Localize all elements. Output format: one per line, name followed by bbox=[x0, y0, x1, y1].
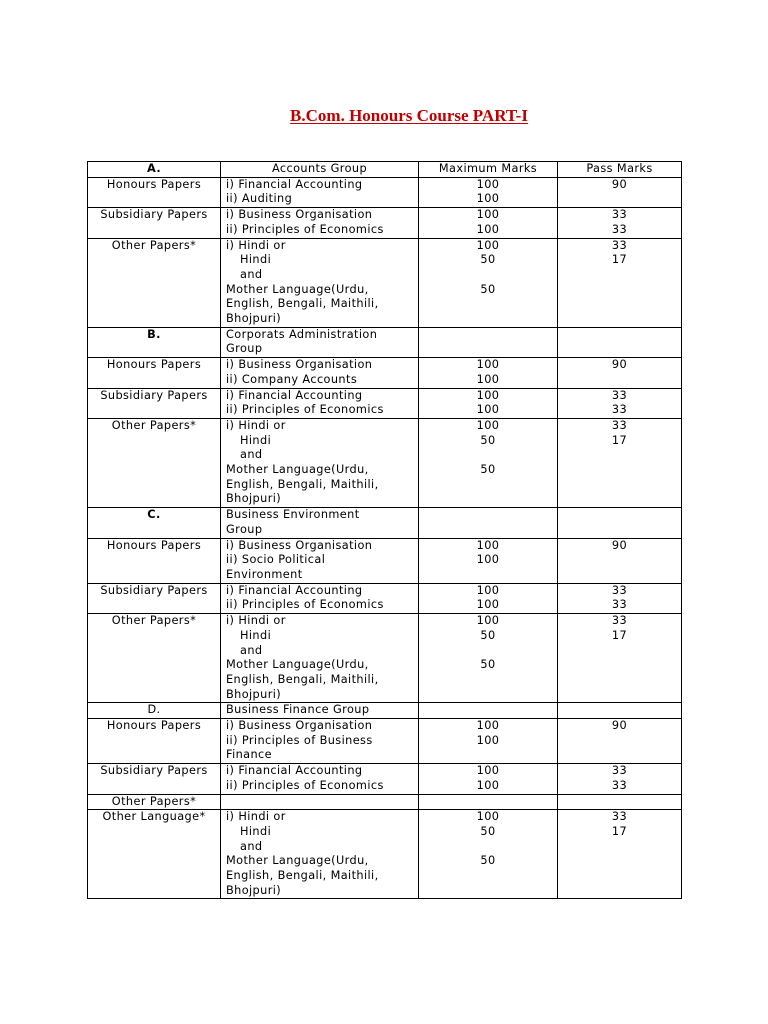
row-max-marks-line: 100 bbox=[476, 538, 500, 552]
row-papers bbox=[221, 508, 419, 538]
row-papers-line: and bbox=[240, 839, 263, 853]
row-max-marks-line: 50 bbox=[480, 282, 496, 296]
row-papers-line: ii) Auditing bbox=[226, 192, 293, 206]
row-papers-line: Group bbox=[226, 342, 263, 356]
row-category-line: Subsidiary Papers bbox=[100, 583, 208, 597]
row-max-marks-line: 100 bbox=[476, 778, 500, 792]
row-pass-marks bbox=[558, 538, 682, 583]
row-max-marks-line bbox=[424, 448, 552, 463]
row-max-marks-line bbox=[424, 268, 552, 283]
row-category bbox=[88, 719, 221, 764]
row-max-marks bbox=[419, 719, 558, 764]
row-papers bbox=[221, 538, 419, 583]
row-papers-line: i) Hindi or bbox=[226, 810, 286, 824]
row-max-marks-line: 50 bbox=[480, 433, 496, 447]
row-papers-line: i) Business Organisation bbox=[226, 719, 373, 733]
row-max-marks-line: 100 bbox=[476, 192, 500, 206]
row-max-marks bbox=[419, 508, 558, 538]
row-max-marks-line: 100 bbox=[476, 418, 500, 432]
row-papers-line: ii) Principles of Business bbox=[226, 733, 373, 747]
row-max-marks-line bbox=[424, 644, 552, 659]
row-papers-line: Mother Language(Urdu, bbox=[226, 658, 369, 672]
table-row bbox=[88, 388, 682, 418]
row-pass-marks bbox=[558, 388, 682, 418]
row-pass-marks-line: 33 bbox=[611, 614, 628, 628]
row-category bbox=[88, 418, 221, 507]
row-pass-marks bbox=[558, 208, 682, 238]
table-row bbox=[88, 719, 682, 764]
row-papers-line: and bbox=[240, 643, 263, 657]
row-papers-line: Environment bbox=[226, 567, 303, 581]
row-max-marks bbox=[419, 177, 558, 207]
empty-cell bbox=[563, 328, 676, 343]
row-papers bbox=[221, 719, 419, 764]
row-max-marks-line: 100 bbox=[476, 403, 500, 417]
row-papers bbox=[221, 418, 419, 507]
row-category-line: D. bbox=[147, 703, 161, 717]
row-category bbox=[88, 810, 221, 899]
row-category-line: Other Papers* bbox=[111, 614, 197, 628]
row-category-line: C. bbox=[147, 508, 161, 522]
row-papers bbox=[221, 764, 419, 794]
row-papers-line: ii) Socio Political bbox=[226, 553, 326, 567]
row-max-marks-line: 50 bbox=[480, 824, 496, 838]
row-papers-line: ii) Company Accounts bbox=[226, 372, 358, 386]
row-papers-line: i) Business Organisation bbox=[226, 358, 373, 372]
row-max-marks-line: 100 bbox=[476, 553, 500, 567]
row-category-line: Subsidiary Papers bbox=[100, 208, 208, 222]
row-papers-line: Finance bbox=[226, 748, 273, 762]
row-max-marks-line bbox=[424, 840, 552, 855]
row-pass-marks-line: 33 bbox=[611, 208, 628, 222]
row-papers-line: Hindi bbox=[240, 433, 272, 447]
row-pass-marks bbox=[558, 327, 682, 357]
row-category bbox=[88, 764, 221, 794]
row-max-marks-line: 100 bbox=[476, 177, 500, 191]
row-max-marks-line: 100 bbox=[476, 719, 500, 733]
table-row bbox=[88, 358, 682, 388]
row-category bbox=[88, 388, 221, 418]
row-papers-line: Mother Language(Urdu, bbox=[226, 463, 369, 477]
row-category-line: Honours Papers bbox=[106, 177, 202, 191]
row-category bbox=[88, 614, 221, 703]
row-category bbox=[88, 703, 221, 719]
empty-cell bbox=[563, 508, 676, 523]
row-pass-marks bbox=[558, 508, 682, 538]
row-pass-marks-line: 90 bbox=[611, 177, 628, 191]
table-row bbox=[88, 794, 682, 810]
row-papers bbox=[221, 358, 419, 388]
row-pass-marks-line: 17 bbox=[611, 253, 628, 267]
row-max-marks-line: 100 bbox=[476, 810, 500, 824]
row-category-line: Other Papers* bbox=[111, 418, 197, 432]
table-row bbox=[88, 418, 682, 507]
row-pass-marks-line: 17 bbox=[611, 628, 628, 642]
header-group-name: Accounts Group bbox=[221, 162, 419, 178]
row-papers-line: Mother Language(Urdu, bbox=[226, 282, 369, 296]
row-max-marks-line: 100 bbox=[476, 388, 500, 402]
row-max-marks bbox=[419, 794, 558, 810]
row-max-marks-line: 100 bbox=[476, 238, 500, 252]
table-row bbox=[88, 238, 682, 327]
row-pass-marks bbox=[558, 719, 682, 764]
empty-cell bbox=[226, 795, 413, 810]
row-papers-line: Business Environment bbox=[226, 508, 360, 522]
row-papers-line: Group bbox=[226, 522, 263, 536]
row-max-marks bbox=[419, 538, 558, 583]
row-category bbox=[88, 583, 221, 613]
row-max-marks bbox=[419, 327, 558, 357]
row-papers-line: i) Financial Accounting bbox=[226, 388, 363, 402]
row-pass-marks-line: 33 bbox=[611, 418, 628, 432]
table-row bbox=[88, 583, 682, 613]
table-row bbox=[88, 703, 682, 719]
row-max-marks bbox=[419, 358, 558, 388]
row-papers bbox=[221, 177, 419, 207]
row-papers-line: Bhojpuri) bbox=[226, 687, 282, 701]
row-papers-line: i) Financial Accounting bbox=[226, 177, 363, 191]
header-section-label: A. bbox=[88, 162, 221, 178]
table-row bbox=[88, 177, 682, 207]
row-pass-marks bbox=[558, 238, 682, 327]
table-header-row bbox=[88, 162, 682, 178]
table-row bbox=[88, 538, 682, 583]
row-max-marks-line: 50 bbox=[480, 628, 496, 642]
row-pass-marks-line: 90 bbox=[611, 719, 628, 733]
row-papers bbox=[221, 238, 419, 327]
row-papers bbox=[221, 388, 419, 418]
row-pass-marks-line: 33 bbox=[611, 222, 628, 236]
empty-cell bbox=[424, 795, 552, 810]
empty-cell bbox=[424, 508, 552, 523]
table-row bbox=[88, 327, 682, 357]
row-max-marks-line: 100 bbox=[476, 733, 500, 747]
row-max-marks-line: 100 bbox=[476, 614, 500, 628]
row-max-marks-line: 100 bbox=[476, 222, 500, 236]
row-pass-marks bbox=[558, 177, 682, 207]
empty-cell bbox=[424, 328, 552, 343]
row-papers bbox=[221, 208, 419, 238]
row-max-marks-line: 50 bbox=[480, 253, 496, 267]
row-papers-line: ii) Principles of Economics bbox=[226, 598, 384, 612]
row-pass-marks bbox=[558, 583, 682, 613]
row-papers-line: English, Bengali, Maithili, bbox=[226, 297, 379, 311]
row-category-line: Honours Papers bbox=[106, 719, 202, 733]
row-papers-line: i) Financial Accounting bbox=[226, 583, 363, 597]
table-row bbox=[88, 810, 682, 899]
row-category-line: Other Language* bbox=[102, 810, 206, 824]
row-max-marks bbox=[419, 208, 558, 238]
row-category-line: Other Papers* bbox=[111, 794, 197, 808]
row-category bbox=[88, 177, 221, 207]
row-papers-line: Hindi bbox=[240, 824, 272, 838]
row-category bbox=[88, 238, 221, 327]
row-pass-marks bbox=[558, 794, 682, 810]
row-papers-line: Bhojpuri) bbox=[226, 312, 282, 326]
row-papers-line: Hindi bbox=[240, 253, 272, 267]
row-pass-marks-line: 17 bbox=[611, 824, 628, 838]
document-title: B.Com. Honours Course PART-I bbox=[290, 106, 528, 125]
row-papers-line: English, Bengali, Maithili, bbox=[226, 477, 379, 491]
row-max-marks bbox=[419, 583, 558, 613]
row-pass-marks-line: 90 bbox=[611, 358, 628, 372]
row-papers-line: i) Business Organisation bbox=[226, 208, 373, 222]
row-max-marks bbox=[419, 703, 558, 719]
row-max-marks bbox=[419, 614, 558, 703]
row-papers bbox=[221, 794, 419, 810]
row-category bbox=[88, 327, 221, 357]
row-pass-marks bbox=[558, 418, 682, 507]
row-papers-line: ii) Principles of Economics bbox=[226, 778, 384, 792]
row-pass-marks-line: 33 bbox=[611, 810, 628, 824]
row-max-marks bbox=[419, 238, 558, 327]
row-category bbox=[88, 538, 221, 583]
row-papers-line: Mother Language(Urdu, bbox=[226, 854, 369, 868]
row-pass-marks bbox=[558, 358, 682, 388]
row-pass-marks bbox=[558, 614, 682, 703]
row-papers-line: ii) Principles of Economics bbox=[226, 222, 384, 236]
table-row bbox=[88, 508, 682, 538]
row-max-marks-line: 100 bbox=[476, 764, 500, 778]
row-pass-marks-line: 33 bbox=[611, 583, 628, 597]
empty-cell bbox=[563, 795, 676, 810]
row-papers-line: Bhojpuri) bbox=[226, 492, 282, 506]
row-papers bbox=[221, 614, 419, 703]
row-pass-marks-line: 33 bbox=[611, 598, 628, 612]
row-max-marks bbox=[419, 418, 558, 507]
row-papers bbox=[221, 583, 419, 613]
row-papers bbox=[221, 327, 419, 357]
empty-cell bbox=[424, 703, 552, 718]
row-max-marks-line: 50 bbox=[480, 854, 496, 868]
row-pass-marks-line: 17 bbox=[611, 433, 628, 447]
empty-cell bbox=[563, 703, 676, 718]
header-pass-marks: Pass Marks bbox=[558, 162, 682, 178]
row-papers-line: Corporats Administration bbox=[226, 327, 378, 341]
row-papers-line: Business Finance Group bbox=[226, 703, 370, 717]
table-row bbox=[88, 764, 682, 794]
row-pass-marks bbox=[558, 764, 682, 794]
row-pass-marks-line: 33 bbox=[611, 388, 628, 402]
row-max-marks-line: 100 bbox=[476, 208, 500, 222]
row-pass-marks-line: 33 bbox=[611, 778, 628, 792]
row-papers-line: English, Bengali, Maithili, bbox=[226, 869, 379, 883]
row-category bbox=[88, 794, 221, 810]
row-max-marks bbox=[419, 810, 558, 899]
table-row bbox=[88, 614, 682, 703]
row-max-marks-line: 100 bbox=[476, 358, 500, 372]
row-max-marks-line: 50 bbox=[480, 658, 496, 672]
row-pass-marks-line: 33 bbox=[611, 238, 628, 252]
row-category bbox=[88, 358, 221, 388]
row-category bbox=[88, 508, 221, 538]
row-papers bbox=[221, 703, 419, 719]
row-papers-line: i) Business Organisation bbox=[226, 538, 373, 552]
row-category-line: Subsidiary Papers bbox=[100, 388, 208, 402]
row-category-line: Honours Papers bbox=[106, 538, 202, 552]
marks-table bbox=[87, 161, 682, 899]
row-pass-marks bbox=[558, 703, 682, 719]
row-max-marks-line: 50 bbox=[480, 463, 496, 477]
header-maximum-marks: Maximum Marks bbox=[419, 162, 558, 178]
row-category-line: Other Papers* bbox=[111, 238, 197, 252]
row-category bbox=[88, 208, 221, 238]
row-category-line: Subsidiary Papers bbox=[100, 764, 208, 778]
row-pass-marks-line: 33 bbox=[611, 403, 628, 417]
row-papers-line: ii) Principles of Economics bbox=[226, 403, 384, 417]
row-papers-line: and bbox=[240, 267, 263, 281]
row-papers-line: i) Financial Accounting bbox=[226, 764, 363, 778]
row-pass-marks-line: 33 bbox=[611, 764, 628, 778]
row-max-marks bbox=[419, 388, 558, 418]
row-papers-line: English, Bengali, Maithili, bbox=[226, 672, 379, 686]
row-papers-line: and bbox=[240, 448, 263, 462]
row-category-line: B. bbox=[147, 327, 161, 341]
row-papers-line: i) Hindi or bbox=[226, 614, 286, 628]
marks-table-body bbox=[88, 162, 682, 899]
row-papers-line: Hindi bbox=[240, 628, 272, 642]
row-papers-line: i) Hindi or bbox=[226, 238, 286, 252]
row-max-marks bbox=[419, 764, 558, 794]
row-max-marks-line: 100 bbox=[476, 583, 500, 597]
table-row bbox=[88, 208, 682, 238]
row-papers-line: Bhojpuri) bbox=[226, 883, 282, 897]
row-category-line: Honours Papers bbox=[106, 358, 202, 372]
row-max-marks-line: 100 bbox=[476, 372, 500, 386]
row-papers bbox=[221, 810, 419, 899]
row-pass-marks-line: 90 bbox=[611, 538, 628, 552]
row-pass-marks bbox=[558, 810, 682, 899]
row-papers-line: i) Hindi or bbox=[226, 418, 286, 432]
row-max-marks-line: 100 bbox=[476, 598, 500, 612]
